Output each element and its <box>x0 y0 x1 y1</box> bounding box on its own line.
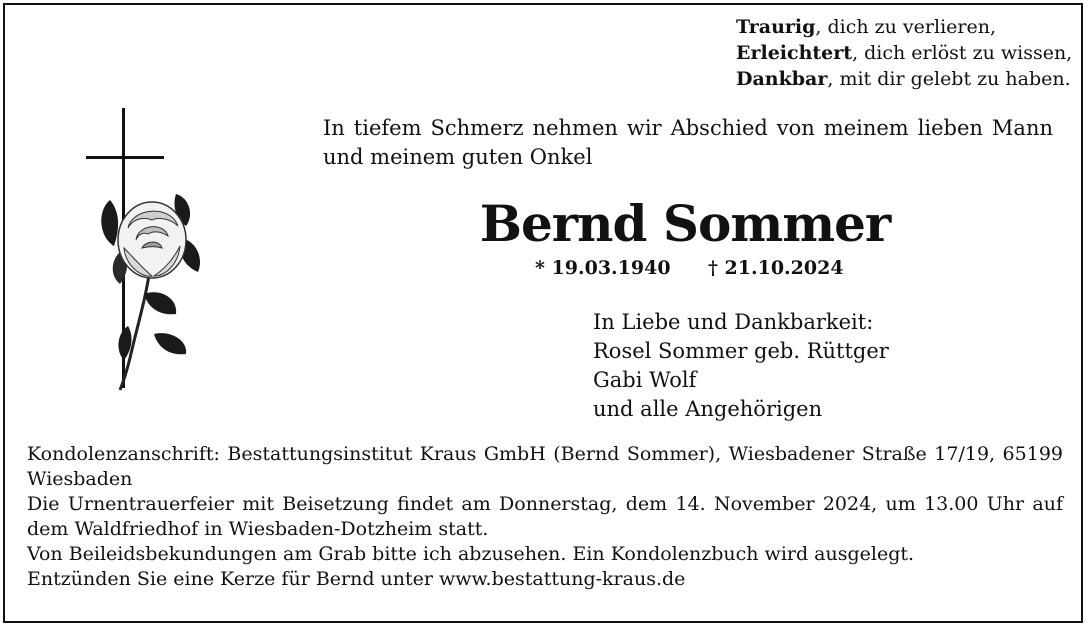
death-date: † 21.10.2024 <box>708 257 844 279</box>
deceased-name: Bernd Sommer <box>479 194 891 253</box>
poem-line-2-bold: Erleichtert <box>736 42 853 64</box>
poem-line-1 <box>736 14 1072 40</box>
poem-line-3-rest: , mit dir gelebt zu haben. <box>827 68 1071 90</box>
candle-link-text: Entzünden Sie eine Kerze für Bernd unter www.bestattung-kraus.de <box>27 568 686 590</box>
condolence-address: Kondolenzanschrift: Bestattungsinstitut Kraus GmbH (Bernd Sommer), Wiesbadener Straße 17/19, 65199 Wiesbaden <box>27 443 1063 490</box>
poem-line-2-rest: , dich erlöst zu wissen, <box>852 42 1073 64</box>
poem-line-1-rest: , dich zu verlieren, <box>815 16 996 38</box>
intro-text: In tiefem Schmerz nehmen wir Abschied von meinem lieben Mann und meinem guten Onkel <box>323 116 1053 169</box>
ceremony-info: Die Urnentrauerfeier mit Beisetzung findet am Donnerstag, dem 14. November 2024, um 13.00 Uhr auf dem Waldfriedhof in Wiesbaden-Dotzheim statt. <box>27 493 1063 540</box>
mourners-line-2: Rosel Sommer geb. Rüttger <box>593 339 889 363</box>
mourners-line-4: und alle Angehörigen <box>593 397 823 421</box>
poem-line-1-bold: Traurig <box>736 16 816 38</box>
no-condolences-note: Von Beileidsbekundungen am Grab bitte ich abzusehen. Ein Kondolenzbuch wird ausgelegt. <box>27 543 915 565</box>
birth-date: * 19.03.1940 <box>535 257 671 279</box>
poem-line-3 <box>736 66 1072 92</box>
poem-line-2 <box>736 40 1072 66</box>
mourners-block <box>593 308 889 424</box>
poem <box>736 14 1072 92</box>
footer-info <box>27 442 1063 592</box>
poem-line-3-bold: Dankbar <box>736 68 828 90</box>
mourners-line-3: Gabi Wolf <box>593 368 697 392</box>
mourners-line-1: In Liebe und Dankbarkeit: <box>593 310 874 334</box>
cross-with-rose-illustration <box>80 108 220 398</box>
rose-icon <box>101 194 200 390</box>
